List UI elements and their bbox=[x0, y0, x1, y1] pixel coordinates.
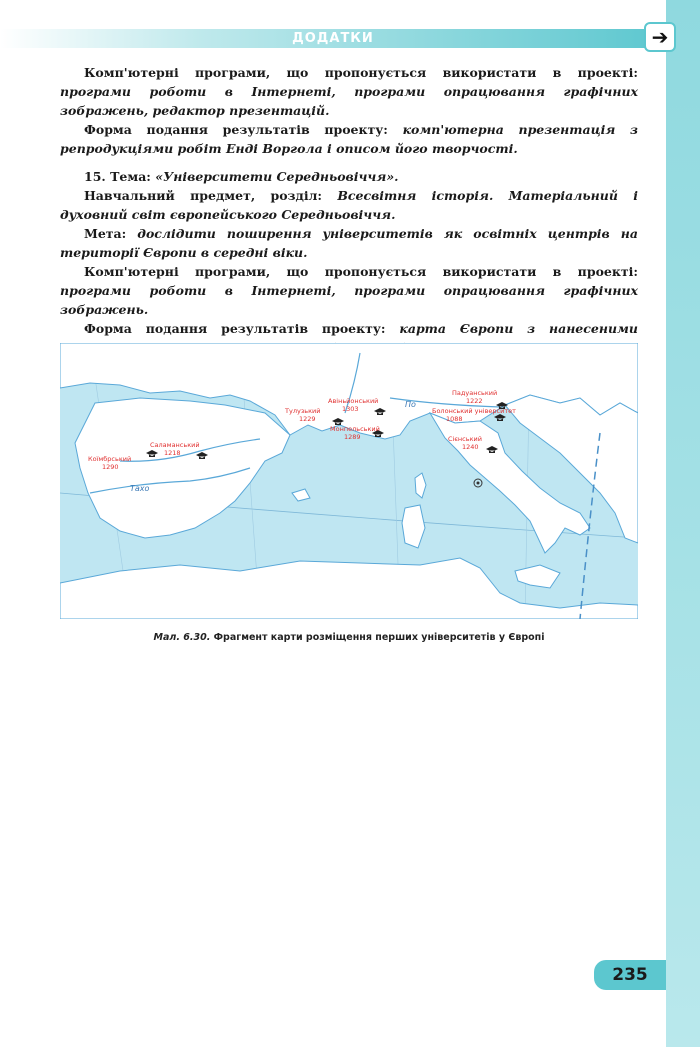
paragraph-result-form-2: Форма подання результатів проекту: карта Європи з нанесеними bbox=[84, 321, 638, 336]
university-name: Коїмбрський bbox=[88, 455, 132, 463]
section-title: ДОДАТКИ bbox=[292, 31, 374, 46]
side-bar bbox=[666, 0, 700, 1047]
university-year: 1240 bbox=[462, 443, 479, 451]
next-page-arrow-icon[interactable]: ➔ bbox=[644, 22, 676, 52]
university-name: Тулузький bbox=[285, 407, 321, 415]
paragraph-goal: Мета: дослідити поширення університетів як освітніх центрів на території Європи в середні віки. bbox=[60, 226, 638, 260]
university-year: 1222 bbox=[466, 397, 483, 405]
paragraph-programs-2: Комп'ютерні програми, що пропонується використати в проекті: програми роботи в Інтернеті, програми опрацювання графічних зображень. bbox=[60, 264, 638, 317]
university-name: Монпельський bbox=[330, 425, 380, 433]
university-year: 1088 bbox=[446, 415, 463, 423]
page-number: 235 bbox=[612, 965, 648, 985]
university-year: 1303 bbox=[342, 405, 359, 413]
map-label-taho: Тахо bbox=[130, 484, 150, 493]
university-name: Саламанський bbox=[150, 441, 200, 449]
university-name: Болонський університет bbox=[432, 407, 516, 415]
paragraph-programs-1: Комп'ютерні програми, що пропонується використати в проекті: програми роботи в Інтернеті, програми опрацювання графічних зображень, редактор презентацій. bbox=[60, 65, 638, 118]
paragraph-topic: 15. Тема: «Університети Середньовіччя». bbox=[84, 169, 399, 184]
university-name: Сієнський bbox=[448, 435, 482, 443]
rome-marker-dot bbox=[477, 482, 480, 485]
map-label-po: По bbox=[405, 400, 416, 409]
paragraph-result-form-1: Форма подання результатів проекту: комп'ютерна презентація з репродукціями робіт Енді Воргола і описом його творчості. bbox=[60, 122, 639, 156]
university-name: Падуанський bbox=[452, 389, 498, 397]
body-text bbox=[60, 63, 638, 357]
university-year: 1289 bbox=[344, 433, 361, 441]
university-year: 1229 bbox=[299, 415, 316, 423]
figure-caption: Мал. 6.30. Фрагмент карти розміщення перших університетів у Європі bbox=[153, 632, 545, 643]
university-year: 1290 bbox=[102, 463, 119, 471]
university-name: Авіньйонський bbox=[328, 397, 379, 405]
paragraph-subject: Навчальний предмет, розділ: Всесвітня історія. Матеріальний і духовний світ європейського Середньовіччя. bbox=[60, 188, 638, 222]
university-year: 1218 bbox=[164, 449, 181, 457]
universities-map bbox=[60, 343, 638, 619]
